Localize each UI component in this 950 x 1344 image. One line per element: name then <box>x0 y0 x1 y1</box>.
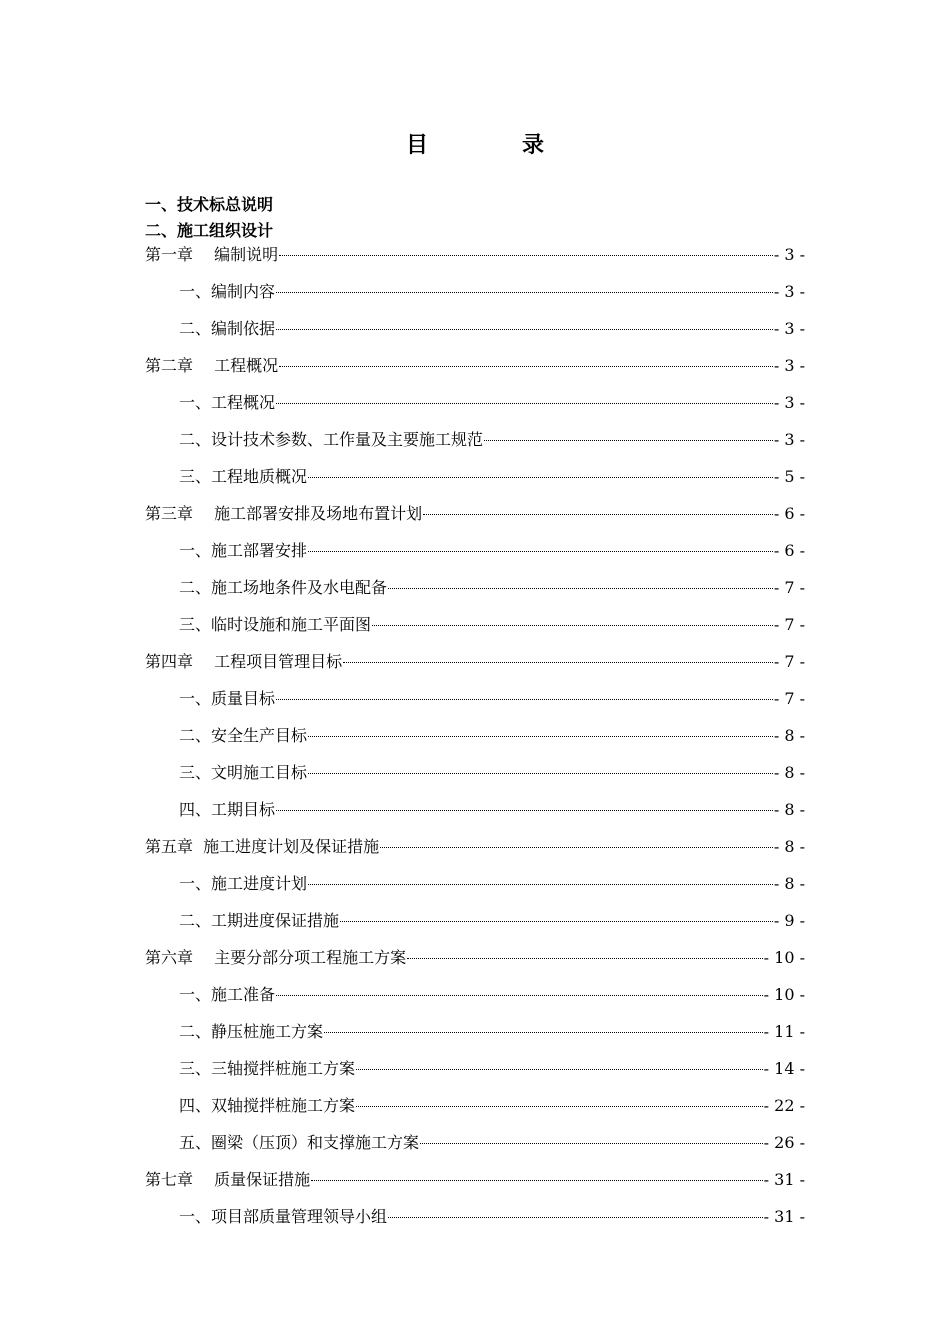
toc-entry-page-number: - 8 - <box>773 726 805 745</box>
dot-leader <box>276 292 773 293</box>
dot-leader <box>308 736 773 737</box>
toc-entry[interactable] <box>179 464 805 486</box>
toc-entry[interactable] <box>145 834 805 856</box>
toc-entry-page-number: - 8 - <box>773 874 805 893</box>
toc-entry[interactable] <box>179 760 805 782</box>
toc-entry-label: 一、质量目标 <box>179 689 276 708</box>
toc-entry[interactable] <box>179 538 805 560</box>
toc-entry-page-number: - 8 - <box>773 800 805 819</box>
toc-entry-page-number: - 7 - <box>773 578 805 597</box>
toc-entry[interactable] <box>145 242 805 264</box>
toc-entry-label: 四、工期目标 <box>179 800 276 819</box>
toc-entry-page-number: - 9 - <box>773 911 805 930</box>
toc-entry[interactable] <box>179 1093 805 1115</box>
dot-leader <box>276 995 763 996</box>
toc-entry[interactable] <box>145 945 805 967</box>
dot-leader <box>308 477 773 478</box>
toc-entry-page-number: - 14 - <box>763 1059 805 1078</box>
toc-entry-page-number: - 3 - <box>773 393 805 412</box>
dot-leader <box>388 588 773 589</box>
dot-leader <box>372 625 773 626</box>
toc-entry-page-number: - 22 - <box>763 1096 805 1115</box>
dot-leader <box>484 440 773 441</box>
dot-leader <box>308 551 773 552</box>
toc-entry-page-number: - 10 - <box>763 948 805 967</box>
toc-entry-label: 一、施工准备 <box>179 985 276 1004</box>
toc-entry-label: 二、安全生产目标 <box>179 726 308 745</box>
toc-entry-label: 第七章 质量保证措施 <box>145 1170 311 1189</box>
toc-entry-page-number: - 10 - <box>763 985 805 1004</box>
dot-leader <box>324 1032 763 1033</box>
toc-entry[interactable] <box>179 982 805 1004</box>
dot-leader <box>308 773 773 774</box>
toc-entry-label: 二、施工场地条件及水电配备 <box>179 578 388 597</box>
dot-leader <box>276 403 773 404</box>
toc-entry-label: 三、工程地质概况 <box>179 467 308 486</box>
dot-leader <box>276 810 773 811</box>
dot-leader <box>276 699 773 700</box>
toc-entry[interactable] <box>179 1204 805 1226</box>
dot-leader <box>279 255 773 256</box>
toc-entry-page-number: - 7 - <box>773 652 805 671</box>
toc-entry-page-number: - 31 - <box>763 1170 805 1189</box>
toc-entry-page-number: - 8 - <box>773 837 805 856</box>
toc-entry-page-number: - 11 - <box>763 1022 805 1041</box>
toc-entry[interactable] <box>179 427 805 449</box>
dot-leader <box>380 847 773 848</box>
dot-leader <box>356 1069 763 1070</box>
toc-entry-label: 二、静压桩施工方案 <box>179 1022 324 1041</box>
toc-entry-page-number: - 3 - <box>773 319 805 338</box>
dot-leader <box>343 662 773 663</box>
dot-leader <box>356 1106 763 1107</box>
toc-entry-label: 二、设计技术参数、工作量及主要施工规范 <box>179 430 484 449</box>
toc-entry-page-number: - 31 - <box>763 1207 805 1226</box>
toc-entry[interactable] <box>179 316 805 338</box>
toc-entry-label: 三、三轴搅拌桩施工方案 <box>179 1059 356 1078</box>
toc-entry[interactable] <box>179 1056 805 1078</box>
toc-entry-page-number: - 8 - <box>773 763 805 782</box>
toc-entry[interactable] <box>145 649 805 671</box>
toc-entry-page-number: - 3 - <box>773 245 805 264</box>
toc-entry-label: 第六章 主要分部分项工程施工方案 <box>145 948 407 967</box>
toc-entry[interactable] <box>179 1130 805 1152</box>
toc-entry[interactable] <box>179 279 805 301</box>
toc-entry-label: 五、圈梁（压顶）和支撑施工方案 <box>179 1133 420 1152</box>
toc-entry-page-number: - 3 - <box>773 430 805 449</box>
dot-leader <box>308 884 773 885</box>
toc-entry-label: 二、工期进度保证措施 <box>179 911 340 930</box>
toc-entry-page-number: - 3 - <box>773 282 805 301</box>
toc-entry[interactable] <box>179 797 805 819</box>
toc-entry-label: 二、编制依据 <box>179 319 276 338</box>
dot-leader <box>407 958 763 959</box>
toc-entry-label: 一、施工进度计划 <box>179 874 308 893</box>
toc-entry[interactable] <box>179 390 805 412</box>
toc-entry-label: 第三章 施工部署安排及场地布置计划 <box>145 504 423 523</box>
toc-entry-page-number: - 26 - <box>763 1133 805 1152</box>
toc-entry-page-number: - 6 - <box>773 541 805 560</box>
toc-entry-label: 一、编制内容 <box>179 282 276 301</box>
toc-entry-label: 一、项目部质量管理领导小组 <box>179 1207 388 1226</box>
toc-entry-label: 第五章 施工进度计划及保证措施 <box>145 837 380 856</box>
dot-leader <box>423 514 773 515</box>
dot-leader <box>311 1180 763 1181</box>
toc-entry-page-number: - 7 - <box>773 689 805 708</box>
toc-entry-page-number: - 3 - <box>773 356 805 375</box>
toc-entry-page-number: - 5 - <box>773 467 805 486</box>
toc-entry[interactable] <box>179 723 805 745</box>
toc-entry-label: 一、施工部署安排 <box>179 541 308 560</box>
toc-entry[interactable] <box>179 575 805 597</box>
toc-entry[interactable] <box>179 686 805 708</box>
toc-entry[interactable] <box>145 1167 805 1189</box>
toc-entry-label: 四、双轴搅拌桩施工方案 <box>179 1096 356 1115</box>
toc-entry-label: 第二章 工程概况 <box>145 356 279 375</box>
dot-leader <box>420 1143 763 1144</box>
toc-entry-label: 第一章 编制说明 <box>145 245 279 264</box>
toc-title: 目 录 <box>405 132 580 158</box>
toc-entry-label: 三、临时设施和施工平面图 <box>179 615 372 634</box>
toc-entry-label: 三、文明施工目标 <box>179 763 308 782</box>
toc-entry-page-number: - 7 - <box>773 615 805 634</box>
toc-entry[interactable] <box>179 612 805 634</box>
dot-leader <box>388 1217 763 1218</box>
dot-leader <box>279 366 773 367</box>
toc-entry[interactable] <box>145 353 805 375</box>
dot-leader <box>276 329 773 330</box>
toc-entry[interactable] <box>179 871 805 893</box>
dot-leader <box>340 921 773 922</box>
toc-entry[interactable] <box>145 501 805 523</box>
toc-entry-page-number: - 6 - <box>773 504 805 523</box>
toc-entry-label: 第四章 工程项目管理目标 <box>145 652 343 671</box>
toc-entry[interactable] <box>179 1019 805 1041</box>
section-heading-2: 二、施工组织设计 <box>145 221 274 240</box>
toc-entry[interactable] <box>179 908 805 930</box>
section-heading-1: 一、技术标总说明 <box>145 195 274 214</box>
toc-entry-label: 一、工程概况 <box>179 393 276 412</box>
